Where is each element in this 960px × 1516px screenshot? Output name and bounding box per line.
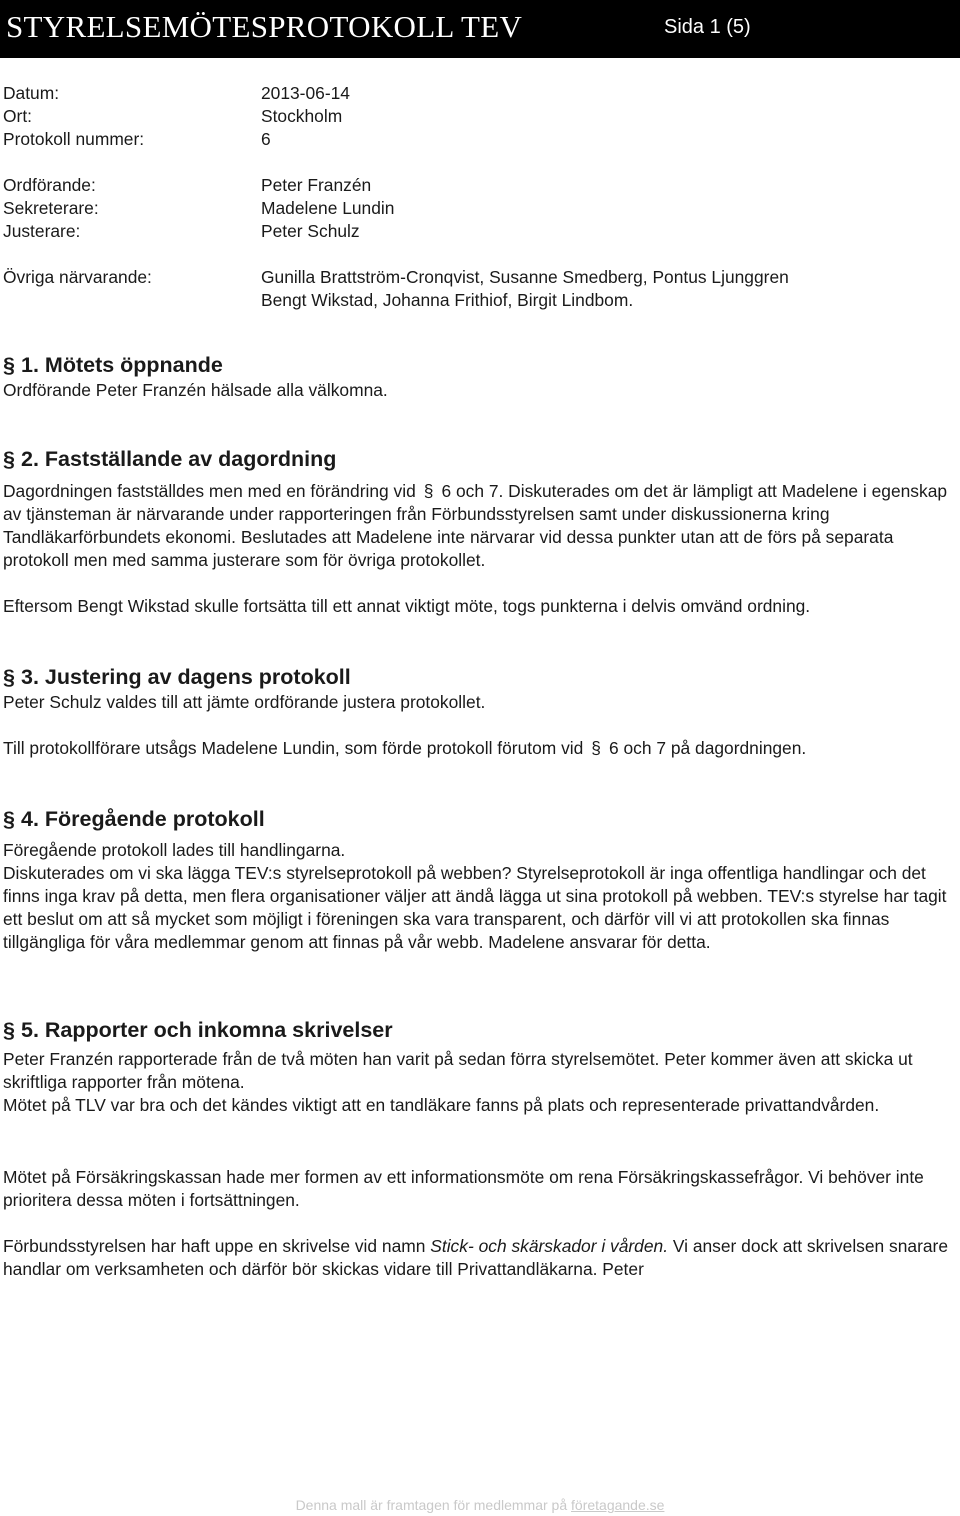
- section-sign: §: [3, 807, 15, 831]
- document-body: [3, 82, 958, 1281]
- meta-row-others-cont: [3, 289, 958, 312]
- section-sign: §: [3, 447, 15, 471]
- italic-title: Stick- och skärskador i vården.: [430, 1236, 669, 1256]
- section-heading: [3, 663, 958, 691]
- footer-text: Denna mall är framtagen för medlemmar på: [295, 1497, 572, 1513]
- meta-value: Bengt Wikstad, Johanna Frithiof, Birgit Lindbom.: [261, 290, 634, 310]
- paragraph: Mötet på TLV var bra och det kändes viktigt att en tandläkare fanns på plats och representerade privattandvården.: [3, 1095, 880, 1115]
- page-number: Sida 1 (5): [664, 16, 751, 38]
- section-title: 3. Justering av dagens protokoll: [21, 665, 351, 689]
- section-sign: §: [3, 665, 15, 689]
- meta-row-date: [3, 82, 958, 105]
- meta-row-secretary: [3, 197, 958, 220]
- meta-row-chair: [3, 174, 958, 197]
- meta-value: Peter Franzén: [261, 175, 372, 195]
- meta-value: Madelene Lundin: [261, 198, 395, 218]
- document-header: [0, 0, 960, 58]
- text-run: 6 och 7. Diskuterades om det är lämpligt att Madelene i egenskap av tjänsteman är närvarande under rapporteringen från Förbundsstyrelsen samt under diskussionerna kring Tandläkarförbundets ekonomi. Beslutades att Madelene inte närvarar vid dessa punkter utan att de förs på separata protokoll men med samma justerare som för övriga protokollet.: [3, 481, 948, 570]
- paragraph: [3, 480, 958, 572]
- text-run: Förbundsstyrelsen har haft uppe en skrivelse vid namn: [3, 1236, 431, 1256]
- paragraph: [3, 737, 958, 760]
- paragraph: Ordförande Peter Franzén hälsade alla välkomna.: [3, 380, 388, 400]
- footer-link[interactable]: företagande.se: [571, 1497, 665, 1513]
- section-title: 5. Rapporter och inkomna skrivelser: [21, 1018, 393, 1042]
- meta-label: Sekreterare:: [3, 198, 99, 218]
- section-heading: [3, 805, 958, 833]
- paragraph: Peter Schulz valdes till att jämte ordförande justera protokollet.: [3, 692, 486, 712]
- meta-label: Justerare:: [3, 221, 81, 241]
- text-run: Till protokollförare utsågs Madelene Lundin, som förde protokoll förutom vid: [3, 738, 589, 758]
- meta-label: Protokoll nummer:: [3, 129, 145, 149]
- section-title: 1. Mötets öppnande: [21, 353, 223, 377]
- meta-value: Gunilla Brattström-Cronqvist, Susanne Smedberg, Pontus Ljunggren: [261, 267, 789, 287]
- text-run: Dagordningen fastställdes men med en förändring vid: [3, 481, 421, 501]
- meta-label: Datum:: [3, 83, 60, 103]
- meta-row-place: [3, 105, 958, 128]
- meta-row-others: [3, 266, 958, 289]
- section-heading: [3, 351, 958, 379]
- footer-note: [0, 1497, 960, 1513]
- paragraph: Mötet på Försäkringskassan hade mer formen av ett informationsmöte om rena Försäkringskassefrågor. Vi behöver inte prioritera dessa möten i fortsättningen.: [3, 1167, 924, 1210]
- section-sign: §: [3, 353, 15, 377]
- meta-value: Stockholm: [261, 106, 343, 126]
- paragraph: Eftersom Bengt Wikstad skulle fortsätta till ett annat viktigt möte, togs punkterna i delvis omvänd ordning.: [3, 596, 811, 616]
- meta-value: 2013-06-14: [261, 83, 350, 103]
- paragraph: [3, 1235, 958, 1281]
- text-run: Vi anser dock att skrivelsen snarare handlar om verksamheten och därför bör skickas vidare till Privattandläkarna. Peter: [3, 1236, 949, 1279]
- paragraph: Peter Franzén rapporterade från de två möten han varit på sedan förra styrelsemötet. Peter kommer även att skicka ut skriftliga rapporter från mötena.: [3, 1049, 913, 1092]
- section-heading: [3, 1016, 958, 1044]
- section-heading: [3, 445, 958, 473]
- section-sign: §: [591, 738, 601, 758]
- section-title: 2. Fastställande av dagordning: [21, 447, 337, 471]
- text-run: 6 och 7 på dagordningen.: [604, 738, 807, 758]
- meta-label: Ordförande:: [3, 175, 96, 195]
- meta-value: 6: [261, 129, 271, 149]
- section-sign: §: [423, 481, 434, 501]
- section-title: 4. Föregående protokoll: [21, 807, 265, 831]
- meta-block: [3, 82, 958, 312]
- document-title: STYRELSEMÖTESPROTOKOLL TEV: [6, 9, 523, 44]
- section-sign: §: [3, 1018, 15, 1042]
- meta-label: Ort:: [3, 106, 32, 126]
- paragraph: Diskuterades om vi ska lägga TEV:s styrelseprotokoll på webben? Styrelseprotokoll är inga offentliga handlingar och det finns inga krav på detta, men flera organisationer väljer att ändå lägga ut sina protokoll på webben. TEV:s styrelse har tagit ett beslut om att så mycket som möjligt i föreningen ska vara transparent, och därför vill vi att protokollen ska finnas tillgängliga för våra medlemmar genom att finnas på vår webb. Madelene ansvarar för detta.: [3, 863, 947, 952]
- meta-value: Peter Schulz: [261, 221, 360, 241]
- meta-row-number: [3, 128, 958, 151]
- meta-label: Övriga närvarande:: [3, 267, 152, 287]
- paragraph: Föregående protokoll lades till handlingarna.: [3, 840, 346, 860]
- meta-row-adjuster: [3, 220, 958, 243]
